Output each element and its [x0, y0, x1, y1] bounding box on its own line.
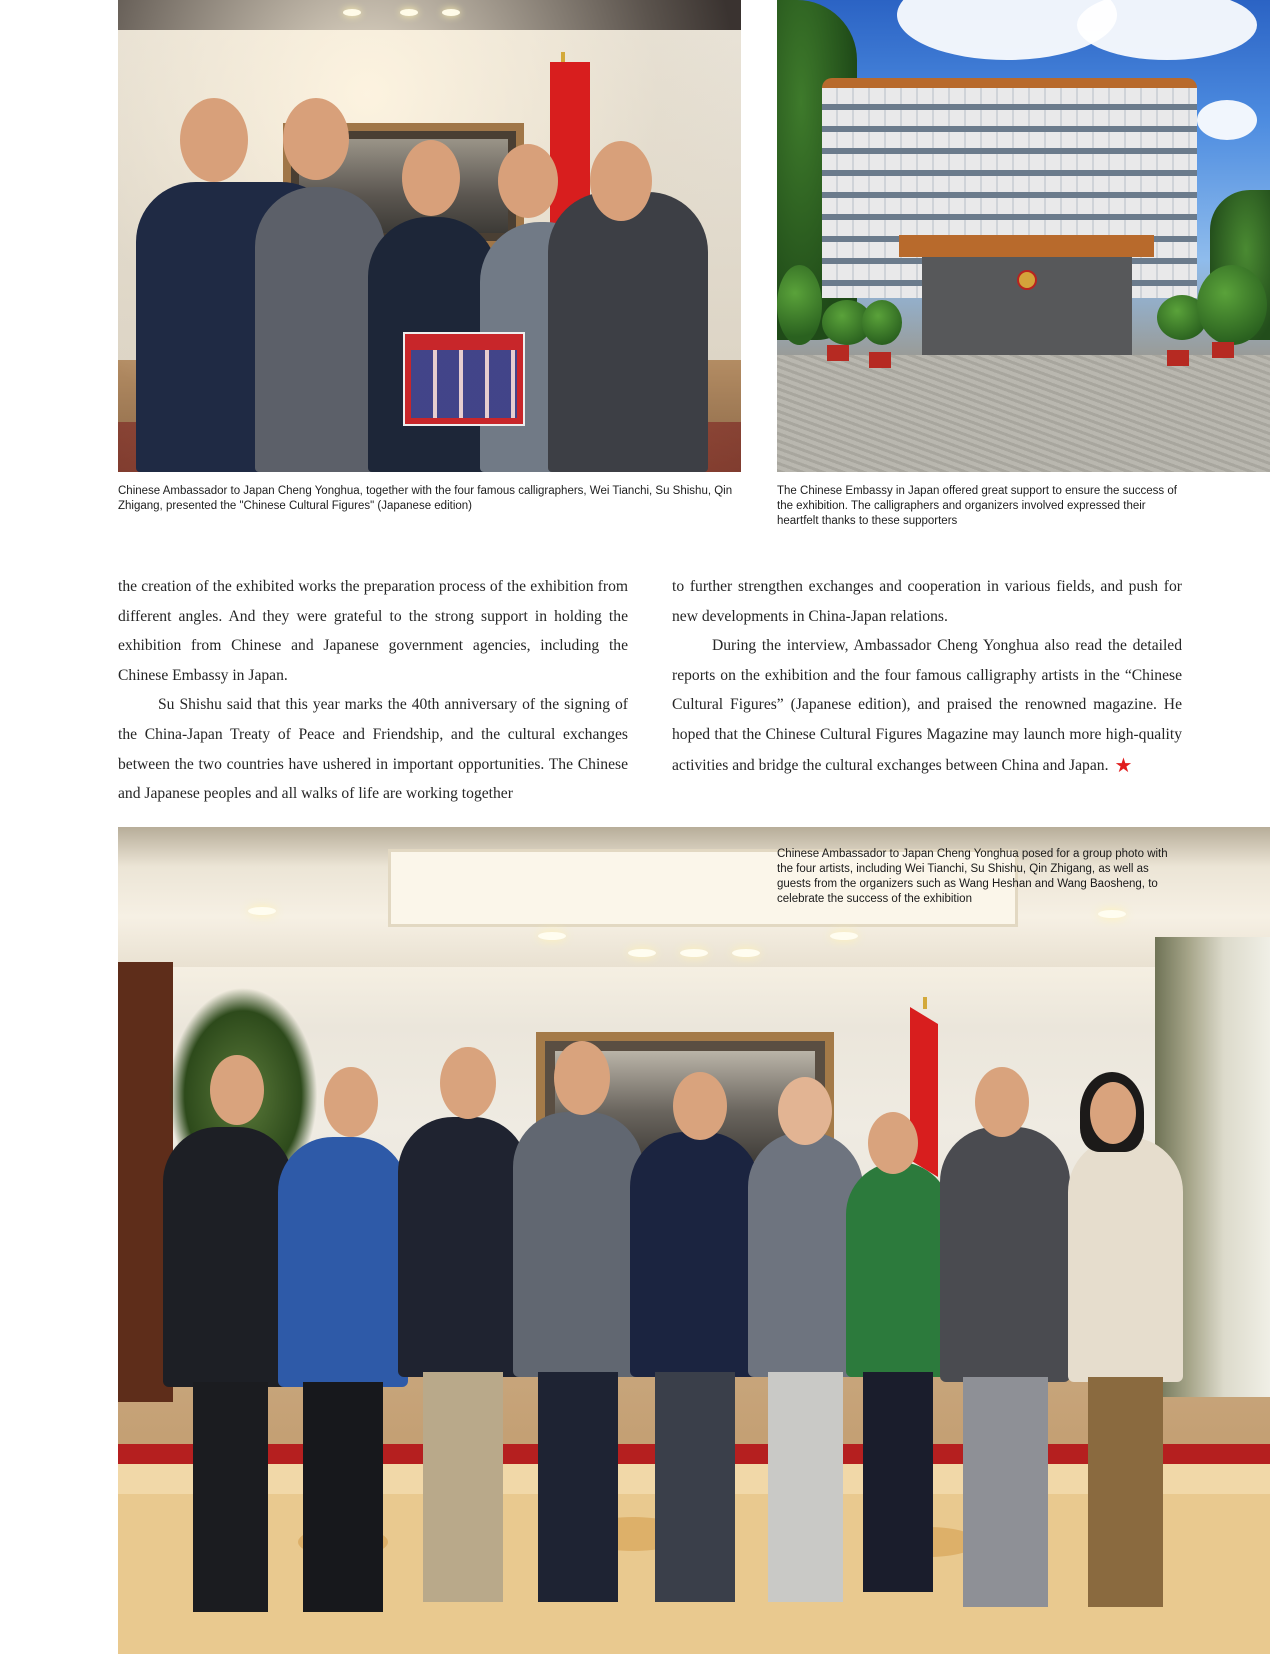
ceiling-light: [400, 9, 418, 16]
person-head: [180, 98, 248, 182]
ceiling-light: [732, 949, 760, 957]
paragraph: to further strengthen exchanges and cooperation in various fields, and push for new developments in China-Japan relations.: [672, 578, 1182, 625]
person-dark-suit: [163, 1127, 293, 1387]
person-head: [498, 144, 558, 218]
ceiling-light: [442, 9, 460, 16]
flower-pot: [869, 352, 891, 368]
person-head: [554, 1041, 610, 1115]
ceiling-light: [830, 932, 858, 940]
person-jacket-patterned: [548, 192, 708, 472]
person-head: [590, 141, 652, 221]
end-star-icon: ★: [1114, 754, 1133, 777]
paragraph: [672, 631, 1182, 780]
person-head: [868, 1112, 918, 1174]
paragraph: Su Shishu said that this year marks the 40th anniversary of the signing of the China-Japan Treaty of Peace and Friendship, and the cultural exchanges between the two countries have ushered in important opportunities. The Chinese and Japanese peoples and all walks of life are working together: [118, 696, 628, 803]
photo-group: [118, 827, 1270, 1654]
person-head: [975, 1067, 1029, 1137]
ceiling-light: [628, 949, 656, 957]
person-grey-suit: [513, 1112, 643, 1377]
photo-embassy-building: [777, 0, 1270, 472]
person-navy-suit: [398, 1117, 528, 1377]
article-column-left: [118, 572, 628, 809]
ceiling-light: [343, 9, 361, 16]
shrub: [777, 265, 822, 345]
person-ambassador: [630, 1132, 760, 1377]
person-head: [402, 140, 460, 216]
person-floral-top: [846, 1162, 951, 1377]
person-head: [1090, 1082, 1136, 1144]
paragraph: the creation of the exhibited works the preparation process of the exhibition from different angles. And they were grateful to the strong support in holding the exhibition from Chinese and Japanese government agencies, including the Chinese Embassy in Japan.: [118, 578, 628, 684]
person-head: [210, 1055, 264, 1125]
person-head: [283, 98, 349, 180]
cloud: [1197, 100, 1257, 140]
ceiling-light: [248, 907, 276, 915]
ceiling-light: [538, 932, 566, 940]
paragraph-text: During the interview, Ambassador Cheng Yonghua also read the detailed reports on the exhibition and the four famous calligraphy artists in the “Chinese Cultural Figures” (Japanese edition), and praised the renowned magazine. He hoped that the Chinese Cultural Figures Magazine may launch more high-quality activities and bridge the cultural exchanges between China and Japan.: [672, 637, 1182, 774]
person-head: [324, 1067, 378, 1137]
shrub: [1197, 265, 1267, 345]
flower-pot: [1212, 342, 1234, 358]
person-blue-polo: [278, 1137, 408, 1387]
national-emblem: [1017, 270, 1037, 290]
caption-top-left: Chinese Ambassador to Japan Cheng Yonghua, together with the four famous calligraphers, Wei Tianchi, Su Shishu, Qin Zhigang, presented the "Chinese Cultural Figures" (Japanese edition): [118, 485, 733, 512]
caption-top-right: The Chinese Embassy in Japan offered great support to ensure the success of the exhibition. The calligraphers and organizers involved expressed their heartfelt thanks to these supporters: [777, 485, 1177, 527]
flag-pole: [923, 997, 927, 1009]
person-suit-grey: [255, 187, 385, 472]
courtyard: [777, 355, 1270, 472]
ceiling-light: [680, 949, 708, 957]
article-column-right: [672, 572, 1182, 780]
ceiling-light: [1098, 910, 1126, 918]
flower-pot: [1167, 350, 1189, 366]
person-patterned-jacket: [940, 1127, 1070, 1382]
person-head: [440, 1047, 496, 1119]
caption-bottom: Chinese Ambassador to Japan Cheng Yonghua posed for a group photo with the four artists, including Wei Tianchi, Su Shishu, Qin Zhigang, as well as guests from the organizers such as Wang Heshan and Wang Baosheng, to celebrate the success of the exhibition: [777, 848, 1168, 905]
person-head: [778, 1077, 832, 1145]
entrance-canopy: [899, 235, 1154, 257]
shrub: [862, 300, 902, 345]
cloud: [1077, 0, 1257, 60]
person-head: [673, 1072, 727, 1140]
flower-pot: [827, 345, 849, 361]
person-white-jacket: [1068, 1137, 1183, 1382]
photo-ambassador-presenting-magazine: [118, 0, 741, 472]
magazine-cover: [403, 332, 525, 426]
